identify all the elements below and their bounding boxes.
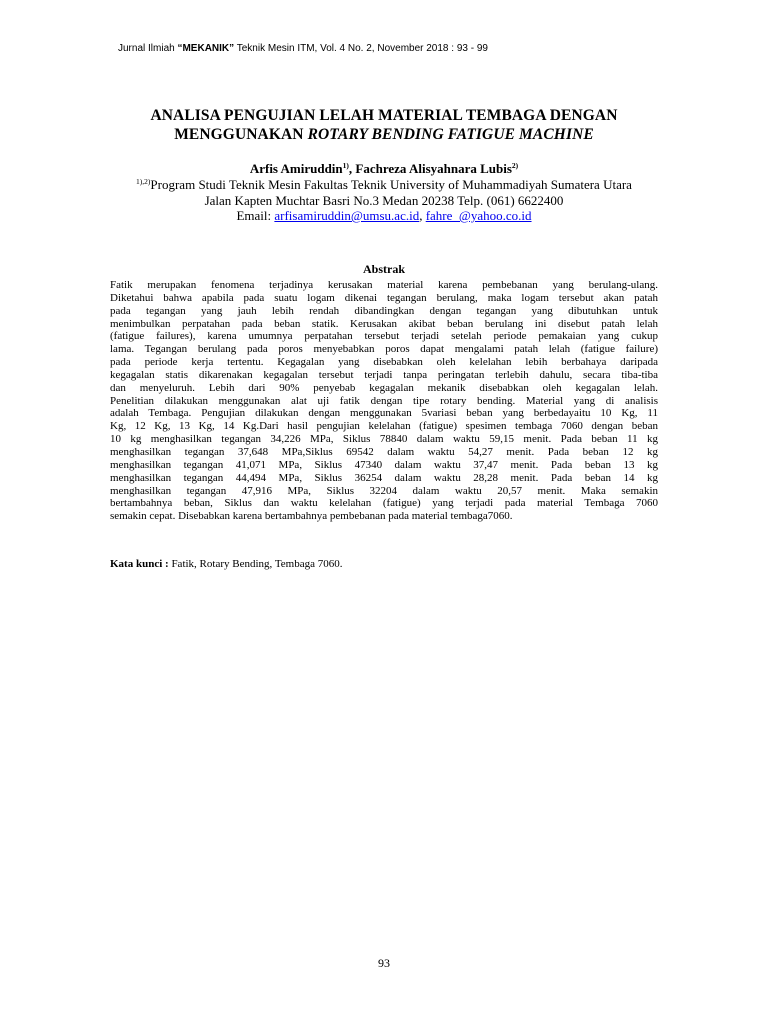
author-separator: , [348, 161, 356, 176]
title-line-2-italic: ROTARY BENDING FATIGUE MACHINE [307, 126, 594, 143]
journal-issue: Teknik Mesin ITM, Vol. 4 No. 2, November 2018 : 93 - 99 [234, 43, 488, 54]
abstract-line: Kg, 12 Kg, 13 Kg, 14 Kg.Dari hasil pengujian kelelahan (fatigue) spesimen tembaga 7060 dengan beban [110, 420, 658, 433]
abstract-line: Fatik merupakan fenomena terjadinya kerusakan material karena pembebanan yang berulang-ulang. [110, 279, 658, 291]
email-label: Email: [236, 208, 275, 223]
keywords-line [110, 558, 658, 571]
abstract-line: pada periode kerja tertentu. Kegagalan yang disebabkan oleh kelelahan lebih berbahaya daripada [110, 356, 658, 369]
abstract-line: 10 kg menghasilkan tegangan 34,226 MPa, Siklus 78840 dalam waktu 59,15 menit. Pada beban 11 kg [110, 433, 658, 446]
email-separator: , [419, 208, 426, 223]
abstract-line: menghasilkan tegangan 41,071 MPa, Siklus 47340 dalam waktu 37,47 menit. Pada beban 13 kg [110, 458, 658, 471]
abstract-line: (fatigue failures), karena umumnya perpatahan tersebut terjadi setelah periode pemakaian yang cukup [110, 330, 658, 343]
abstract-line: menimbulkan perpatahan pada beban statik. Kerusakan akibat beban berulang ini disebut patah lelah [110, 317, 658, 330]
abstract-line: Diketahui bahwa apabila pada suatu logam dikenai tegangan berulang, maka logam tersebut akan patah [110, 291, 658, 304]
abstract-line: pada tegangan yang jauh lebih rendah dibandingkan dengan tegangan yang dibutuhkan untuk [110, 304, 658, 317]
page-number: 93 [378, 956, 390, 970]
affiliation-program: Program Studi Teknik Mesin Fakultas Teknik University of Muhammadiyah Sumatera Utara [150, 177, 632, 192]
abstract-line: Penelitian dilakukan menggunakan alat uji fatik dengan tipe rotary bending. Material yang di analisis [110, 394, 658, 407]
abstract-line: adalah Tembaga. Pengujian dilakukan dengan menggunakan 5variasi beban yang berbedayaitu 10 Kg, 11 [110, 407, 658, 420]
abstract-line: dan menyeluruh. Lebih dari 90% penyebab kegagalan mekanik disebabkan oleh kegagalan lelah. [110, 381, 658, 394]
keywords-text: Fatik, Rotary Bending, Tembaga 7060. [171, 558, 343, 570]
email-link-2[interactable]: fahre_@yahoo.co.id [425, 208, 532, 223]
abstract-line: menghasilkan tegangan 44,494 MPa, Siklus 36254 dalam waktu 28,28 menit. Pada beban 14 kg [110, 471, 658, 484]
abstract-line: semakin cepat. Disebabkan karena bertambahnya pembebanan pada material tembaga7060. [110, 510, 513, 523]
affiliation-block [100, 177, 668, 224]
paper-title [80, 106, 688, 144]
author-list [80, 161, 688, 177]
affiliation-address: Jalan Kapten Muchtar Basri No.3 Medan 20238 Telp. (061) 6622400 [204, 192, 564, 208]
affiliation-program-line [100, 177, 668, 193]
abstract-line: menghasilkan tegangan 47,916 MPa, Siklus 32204 dalam waktu 20,57 menit. Maka semakin [110, 484, 658, 497]
running-header [118, 43, 678, 55]
email-link-1[interactable]: arfisamiruddin@umsu.ac.id [274, 208, 420, 223]
title-line-1: ANALISA PENGUJIAN LELAH MATERIAL TEMBAGA DENGAN [150, 107, 618, 124]
affiliation-email-line [100, 208, 668, 224]
keywords-label: Kata kunci : [110, 558, 172, 570]
journal-name: “MEKANIK” [177, 43, 235, 54]
abstract-heading: Abstrak [362, 262, 405, 276]
title-line-2 [80, 125, 688, 144]
author-1-affiliation-mark: 1) [342, 161, 349, 170]
affiliation-mark: 1),2) [136, 177, 151, 186]
author-2: Fachreza Alisyahnara Lubis [355, 161, 512, 176]
abstract-line: menghasilkan tegangan 37,648 MPa,Siklus 69542 dalam waktu 54,27 menit. Pada beban 12 kg [110, 445, 658, 458]
abstract-body [110, 279, 658, 523]
author-2-affiliation-mark: 2) [511, 161, 519, 170]
abstract-line: kegagalan statis dikarenakan kegagalan tersebut terjadi tanpa peringatan terlebih dahulu, secara tiba-tiba [110, 368, 658, 381]
abstract-line: lama. Tegangan berulang pada poros menyebabkan poros dapat mengalami patah lelah (fatigue failure) [110, 343, 658, 356]
journal-prefix: Jurnal Ilmiah [118, 43, 178, 54]
abstract-line: bertambahnya beban, Siklus dan waktu kelelahan (fatigue) yang terjadi pada material Tembaga 7060 [110, 497, 658, 510]
title-line-2-plain: MENGGUNAKAN [174, 126, 308, 143]
author-1: Arfis Amiruddin [249, 161, 343, 176]
